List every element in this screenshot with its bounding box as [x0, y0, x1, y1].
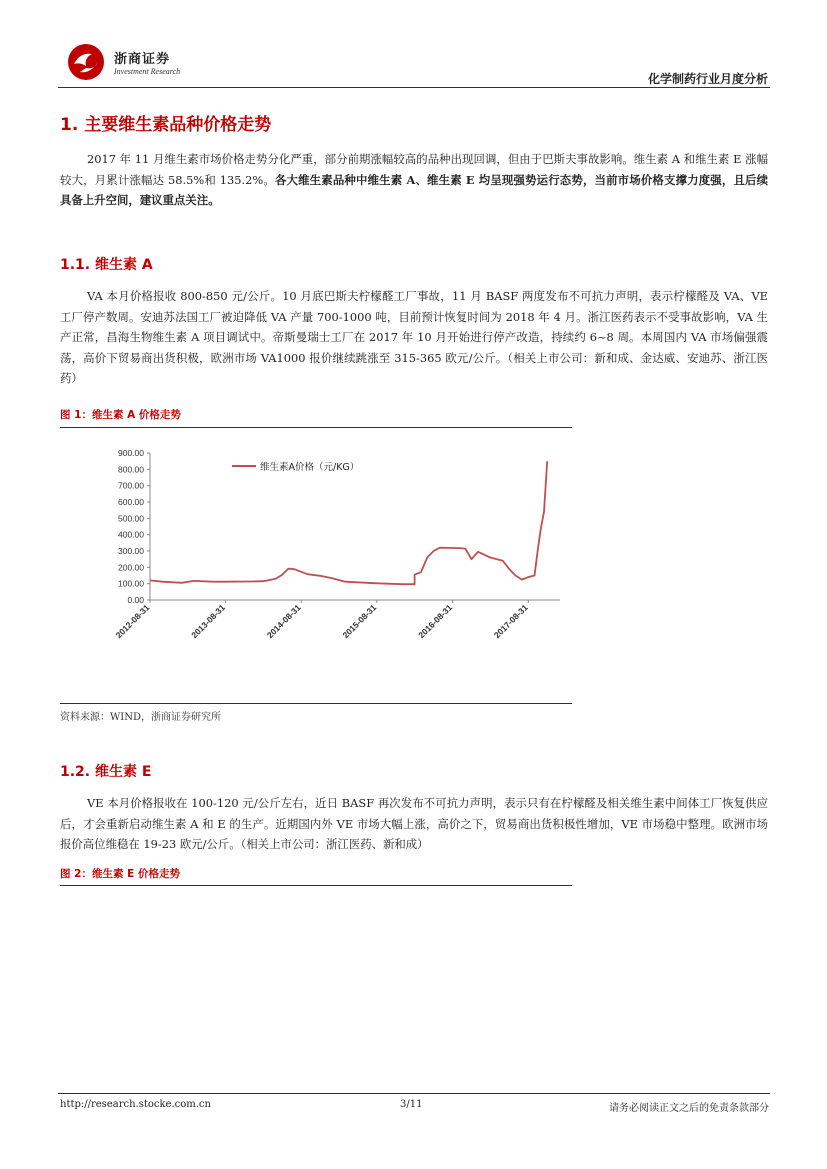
- chart-legend: [232, 461, 359, 473]
- x-tick-label: 2017-08-31: [491, 602, 530, 641]
- legend-label: 维生素A价格（元/KG）: [260, 462, 360, 473]
- page-number: 3/11: [400, 1099, 423, 1110]
- figure-1-title: 图 1：维生素 A 价格走势: [60, 409, 181, 421]
- y-tick-label: 700.00: [118, 480, 144, 491]
- x-tick-label: 2013-08-31: [189, 602, 228, 641]
- vitamin-a-price-chart: [60, 433, 572, 701]
- footer-url[interactable]: http://research.stocke.com.cn: [60, 1099, 211, 1110]
- series-line: [150, 461, 547, 584]
- x-tick-label: 2015-08-31: [340, 602, 379, 641]
- company-name-cn: 浙商证券: [114, 52, 171, 67]
- y-axis: [118, 448, 150, 605]
- y-tick-label: 100.00: [118, 578, 144, 589]
- figure-2-top-rule: [60, 885, 572, 886]
- y-tick-label: 600.00: [118, 497, 144, 507]
- x-tick-label: 2014-08-31: [264, 602, 303, 641]
- figure-1-top-rule: [60, 427, 572, 428]
- y-tick-label: 200.00: [118, 562, 144, 573]
- footer-disclaimer: 请务必阅读正文之后的免责条款部分: [609, 1103, 769, 1114]
- y-tick-label: 800.00: [118, 464, 144, 475]
- header-divider: [58, 87, 770, 88]
- section-1-text: 2017 年 11 月维生素市场价格走势分化严重，部分前期涨幅较高的品种出现回调，但由于巴斯夫事故影响。维生素 A 和维生素 E 涨幅较大，月累计涨幅达 58.5%和 135.2%。: [60, 152, 768, 187]
- y-tick-label: 500.00: [118, 513, 144, 524]
- section-1-paragraph: [60, 149, 768, 211]
- footer-divider: [58, 1093, 770, 1094]
- y-tick-label: 900.00: [118, 448, 144, 458]
- section-1-2-paragraph: VE 本月价格报收在 100-120 元/公斤左右，近日 BASF 再次发布不可抗力声明，表示只有在柠檬醛及相关维生素中间体工厂恢复供应后，才会重新启动维生素 A 和 E 的生产。近期国内外 VE 市场大幅上涨，高价之下，贸易商出货积极性增加，VE 市场稳中整理。欧洲市场报价高位维稳在 19-23 欧元/公斤。（相关上市公司：浙江医药、新和成）: [60, 796, 768, 851]
- y-tick-label: 0.00: [127, 595, 144, 605]
- figure-1-source: 资料来源：WIND，浙商证券研究所: [60, 712, 221, 723]
- x-tick-label: 2012-08-31: [113, 602, 152, 641]
- x-axis: [114, 600, 560, 640]
- section-heading-1-2: 1.2. 维生素 E: [60, 764, 152, 780]
- section-1-1-paragraph: VA 本月价格报收 800-850 元/公斤。10 月底巴斯夫柠檬醛工厂事故，11 月 BASF 两度发布不可抗力声明，表示柠檬醛及 VA、VE 工厂停产数周。安迪苏法国工厂被迫降低 VA 产量 700-1000 吨，目前预计恢复时间为 2018 年 4 月。浙江医药表示不受事故影响，VA 生产正常，昌海生物维生素 A 项目调试中。帝斯曼瑞士工厂在 2017 年 10 月开始进行停产改造，持续约 6~8 周。本周国内 VA 市场偏强震荡，高价下贸易商出货积极，欧洲市场 VA1000 报价继续跳涨至 315-365 欧元/公斤。（相关上市公司：新和成、金达威、安迪苏、浙江医药）: [60, 289, 768, 385]
- report-title: 化学制药行业月度分析: [647, 72, 768, 86]
- series-vitamin-a-price: [150, 461, 547, 584]
- y-tick-label: 400.00: [118, 529, 144, 540]
- section-heading-1-1: 1.1. 维生素 A: [60, 257, 153, 273]
- figure-1-bottom-rule: [60, 703, 572, 704]
- page-header: [58, 40, 770, 88]
- section-1-bold-text: 各大维生素品种中维生素 A、维生素 E 均呈现强势运行态势，当前市场价格支撑力度强，且后续具备上升空间，建议重点关注。: [60, 172, 768, 207]
- x-tick-label: 2016-08-31: [416, 602, 455, 641]
- figure-2-title: 图 2：维生素 E 价格走势: [60, 868, 180, 880]
- broker-logo-icon: [66, 42, 106, 82]
- company-name-en: Investment Research: [114, 67, 181, 76]
- section-heading-1: 1. 主要维生素品种价格走势: [60, 115, 272, 135]
- y-tick-label: 300.00: [118, 546, 144, 556]
